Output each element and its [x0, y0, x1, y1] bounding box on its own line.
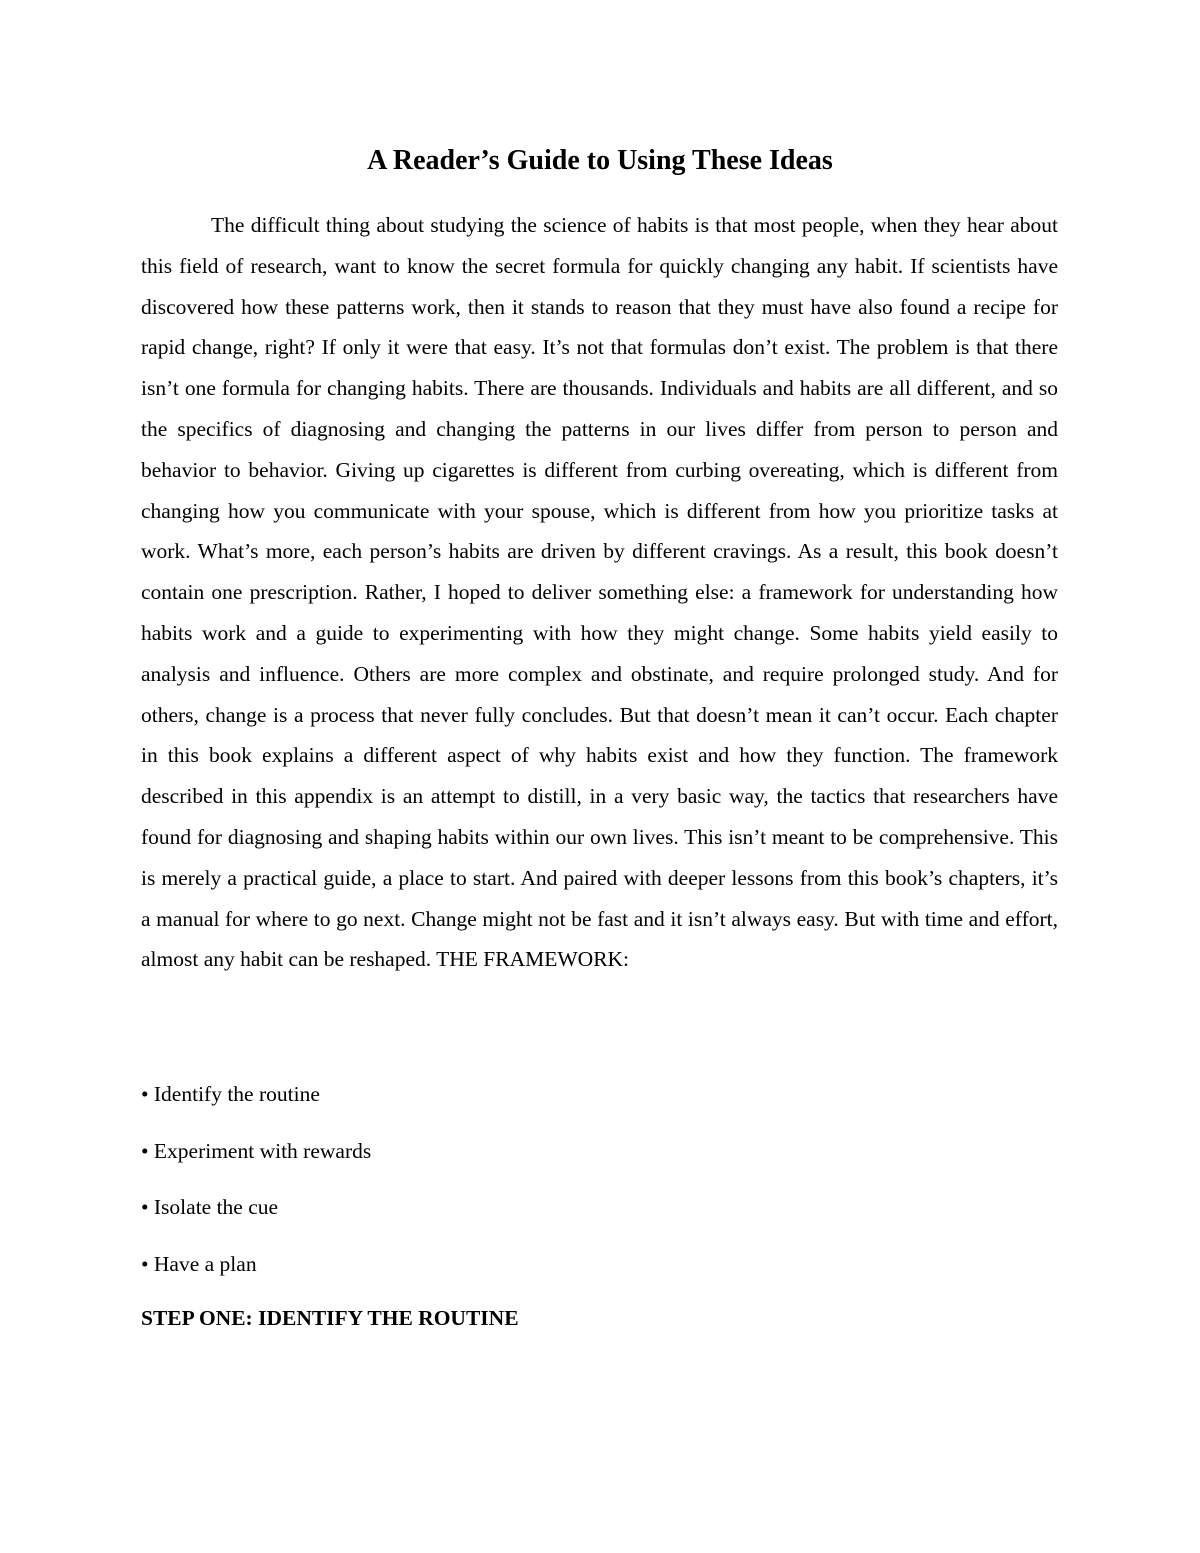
- framework-list: [141, 1074, 371, 1300]
- framework-item-experiment-rewards: • Experiment with rewards: [141, 1138, 372, 1163]
- page-title: A Reader’s Guide to Using These Ideas: [367, 145, 833, 176]
- step-one-heading: STEP ONE: IDENTIFY THE ROUTINE: [141, 1306, 519, 1330]
- framework-item-isolate-cue: • Isolate the cue: [141, 1195, 279, 1219]
- body-paragraph: The difficult thing about studying the science of habits is that most people, when they hear about this field of research, want to know the secret formula for quickly changing any habit. If scientists have discovered how these patterns work, then it stands to reason that they must have also found a recipe for rapid change, right? If only it were that easy. It’s not that formulas don’t exist. The problem is that there isn’t one formula for changing habits. There are thousands. Individuals and habits are all different, and so the specifics of diagnosing and changing the patterns in our lives differ from person to person and behavior to behavior. Giving up cigarettes is different from curbing overeating, which is different from changing how you communicate with your spouse, which is different from how you prioritize tasks at work. What’s more, each person’s habits are driven by different cravings. As a result, this book doesn’t contain one prescription. Rather, I hoped to deliver something else: a framework for understanding how habits work and a guide to experimenting with how they might change. Some habits yield easily to analysis and influence. Others are more complex and obstinate, and require prolonged study. And for others, change is a process that never fully concludes. But that doesn’t mean it can’t occur. Each chapter in this book explains a different aspect of why habits exist and how they function. The framework described in this appendix is an attempt to distill, in a very basic way, the tactics that researchers have found for diagnosing and shaping habits within our own lives. This isn’t meant to be comprehensive. This is merely a practical guide, a place to start. And paired with deeper lessons from this book’s chapters, it’s a manual for where to go next. Change might not be fast and it isn’t always easy. But with time and effort, almost any habit can be reshaped. THE FRAMEWORK:: [141, 213, 1058, 972]
- framework-item-identify-routine: • Identify the routine: [141, 1082, 320, 1106]
- framework-item-have-plan: • Have a plan: [141, 1251, 257, 1276]
